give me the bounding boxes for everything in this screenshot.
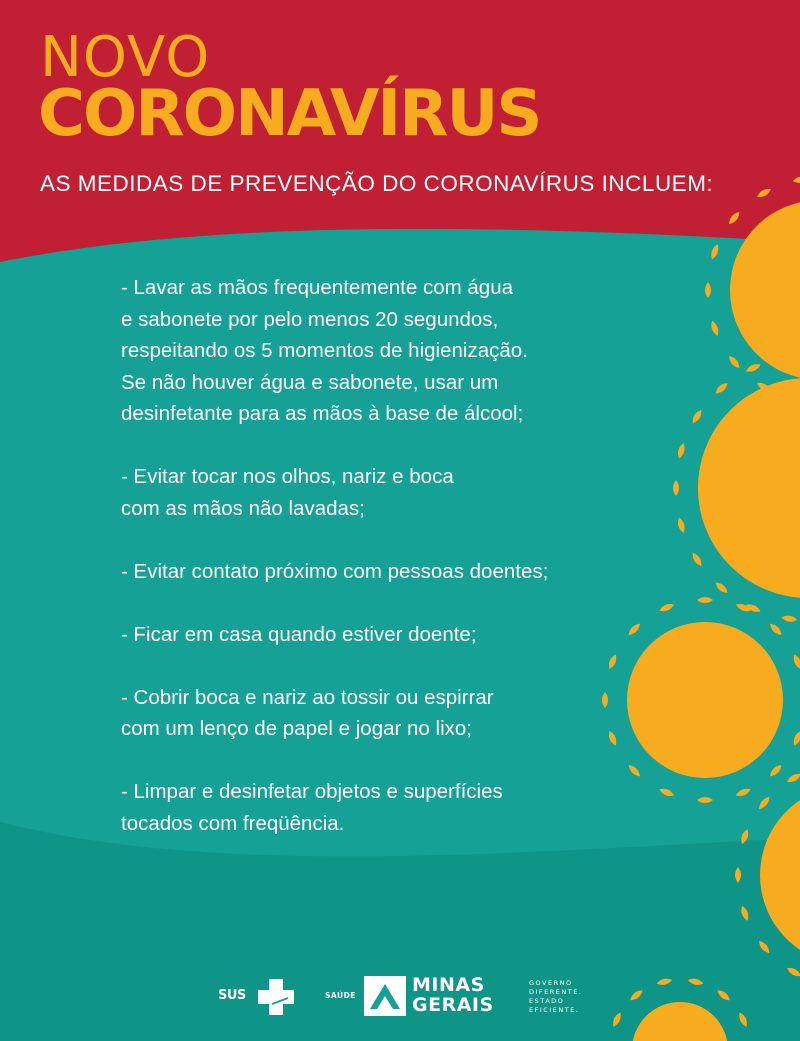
measure-stay-home bbox=[121, 619, 641, 651]
minas-gerais-logo-icon bbox=[364, 976, 406, 1016]
sus-cross-icon bbox=[255, 976, 297, 1018]
sus-label: SUS bbox=[218, 988, 246, 1003]
measure-disinfect-surfaces bbox=[121, 776, 641, 839]
measure-hand-washing bbox=[121, 272, 641, 430]
government-tagline bbox=[529, 979, 582, 1015]
measure-line: tocados com freqüência. bbox=[121, 811, 345, 835]
measure-avoid-touching-face bbox=[121, 461, 641, 524]
mg-line-minas: MINAS bbox=[412, 974, 485, 996]
mg-line-gerais: GERAIS bbox=[412, 994, 494, 1016]
measure-line: desinfetante para as mãos à base de álcool; bbox=[121, 402, 524, 425]
title-novo: NOVO bbox=[40, 25, 211, 90]
measure-line: Se não houver água e sabonete, usar um bbox=[121, 370, 499, 394]
tagline-line: EFICIENTE. bbox=[529, 1006, 580, 1014]
measure-line: respeitando os 5 momentos de higienização. bbox=[121, 339, 528, 362]
measure-line: e sabonete por pelo menos 20 segundos, bbox=[121, 307, 499, 331]
saude-label: SAÚDE bbox=[325, 991, 356, 1000]
footer-logos bbox=[0, 968, 800, 1028]
tagline-line: DIFERENTE. bbox=[529, 988, 583, 996]
measure-line: - Evitar contato próximo com pessoas doentes; bbox=[121, 559, 549, 583]
minas-gerais-wordmark bbox=[412, 975, 494, 1015]
measure-avoid-contact bbox=[121, 556, 641, 588]
measure-cover-cough bbox=[121, 682, 641, 745]
measure-line: - Ficar em casa quando estiver doente; bbox=[121, 622, 477, 646]
measure-line: - Limpar e desinfetar objetos e superfícies bbox=[121, 780, 503, 803]
measure-line: - Lavar as mãos frequentemente com água bbox=[121, 276, 513, 299]
prevention-measures-list bbox=[121, 272, 641, 871]
measure-line: - Cobrir boca e nariz ao tossir ou espirrar bbox=[121, 685, 494, 709]
title-coronavirus: CORONAVÍRUS bbox=[38, 77, 541, 151]
tagline-line: GOVERNO bbox=[529, 979, 573, 987]
measure-line: com as mãos não lavadas; bbox=[121, 496, 365, 520]
prevention-subtitle: AS MEDIDAS DE PREVENÇÃO DO CORONAVÍRUS INCLUEM: bbox=[40, 171, 714, 196]
tagline-line: ESTADO bbox=[529, 997, 565, 1005]
measure-line: - Evitar tocar nos olhos, nariz e boca bbox=[121, 465, 454, 488]
measure-line: com um lenço de papel e jogar no lixo; bbox=[121, 717, 472, 740]
